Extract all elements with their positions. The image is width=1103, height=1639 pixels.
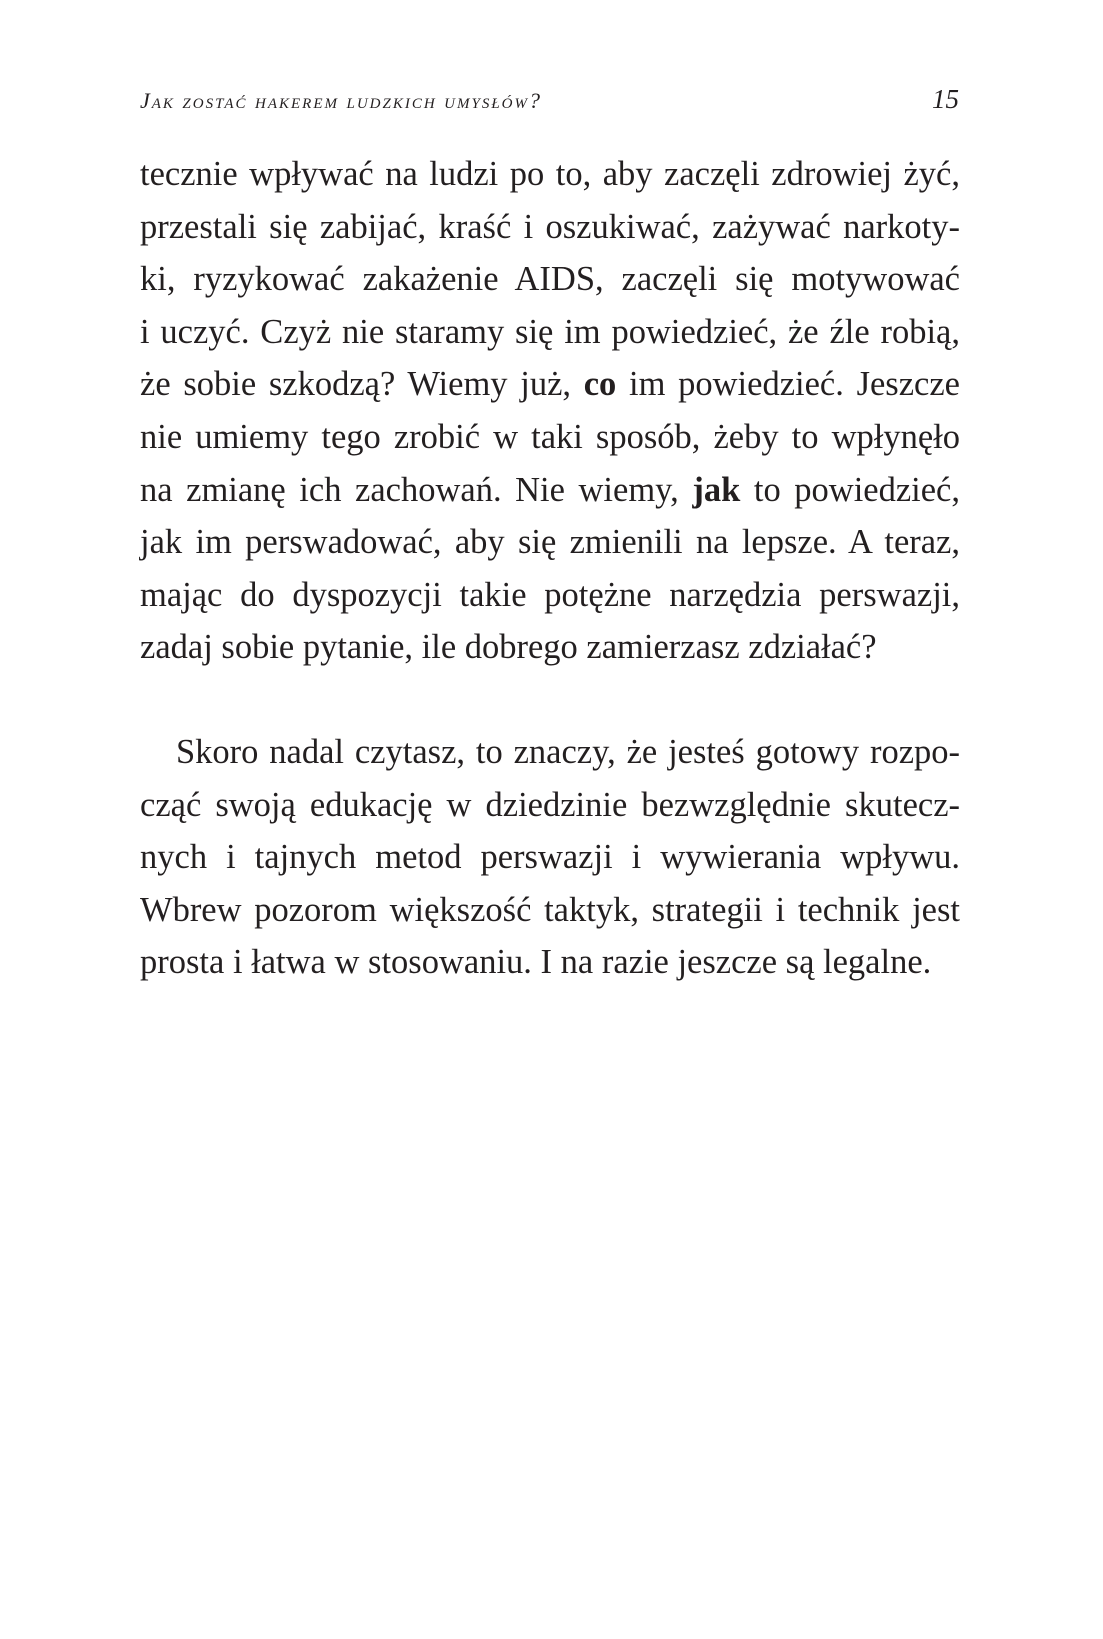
text-line: że sobie szkodzą? Wiemy już, co im powiedzieć. Jeszcze [140,365,960,404]
text-line: zadaj sobie pytanie, ile dobrego zamierzasz zdziałać? [140,628,877,667]
text-line: tecznie wpływać na ludzi po to, aby zaczęli zdrowiej żyć, [140,155,960,193]
text-line: na zmianę ich zachowań. Nie wiemy, jak to powiedzieć, [140,470,960,509]
text-line: cząć swoją edukację w dziedzinie bezwzględnie skutecz- [140,785,960,824]
text-line: przestali się zabijać, kraść i oszukiwać, zażywać narkoty- [140,207,960,246]
body-text [140,148,960,989]
running-title: Jak zostać hakerem ludzkich umysłów? [140,88,543,113]
text-line: Skoro nadal czytasz, to znaczy, że jesteś gotowy rozpo- [176,732,960,771]
page-number: 15 [932,84,959,114]
text-line: ki, ryzykować zakażenie AIDS, zaczęli się motywować [140,260,960,299]
text-line: prosta i łatwa w stosowaniu. I na razie jeszcze są legalne. [140,943,932,982]
paragraph-1 [140,148,960,674]
paragraph-gap [140,674,960,726]
text-line: i uczyć. Czyż nie staramy się im powiedzieć, że źle robią, [140,312,960,351]
text-line: nie umiemy tego zrobić w taki sposób, żeby to wpłynęło [140,417,960,456]
running-head [140,84,959,120]
paragraph-2 [140,726,960,989]
text-line: nych i tajnych metod perswazji i wywierania wpływu. [140,838,960,877]
text-line: Wbrew pozorom większość taktyk, strategii i technik jest [140,890,960,929]
emphasis-co: co [583,365,617,404]
emphasis-jak: jak [692,470,741,509]
text-line: mając do dyspozycji takie potężne narzędzia perswazji, [140,575,960,614]
text-line: jak im perswadować, aby się zmienili na lepsze. A teraz, [140,523,960,562]
